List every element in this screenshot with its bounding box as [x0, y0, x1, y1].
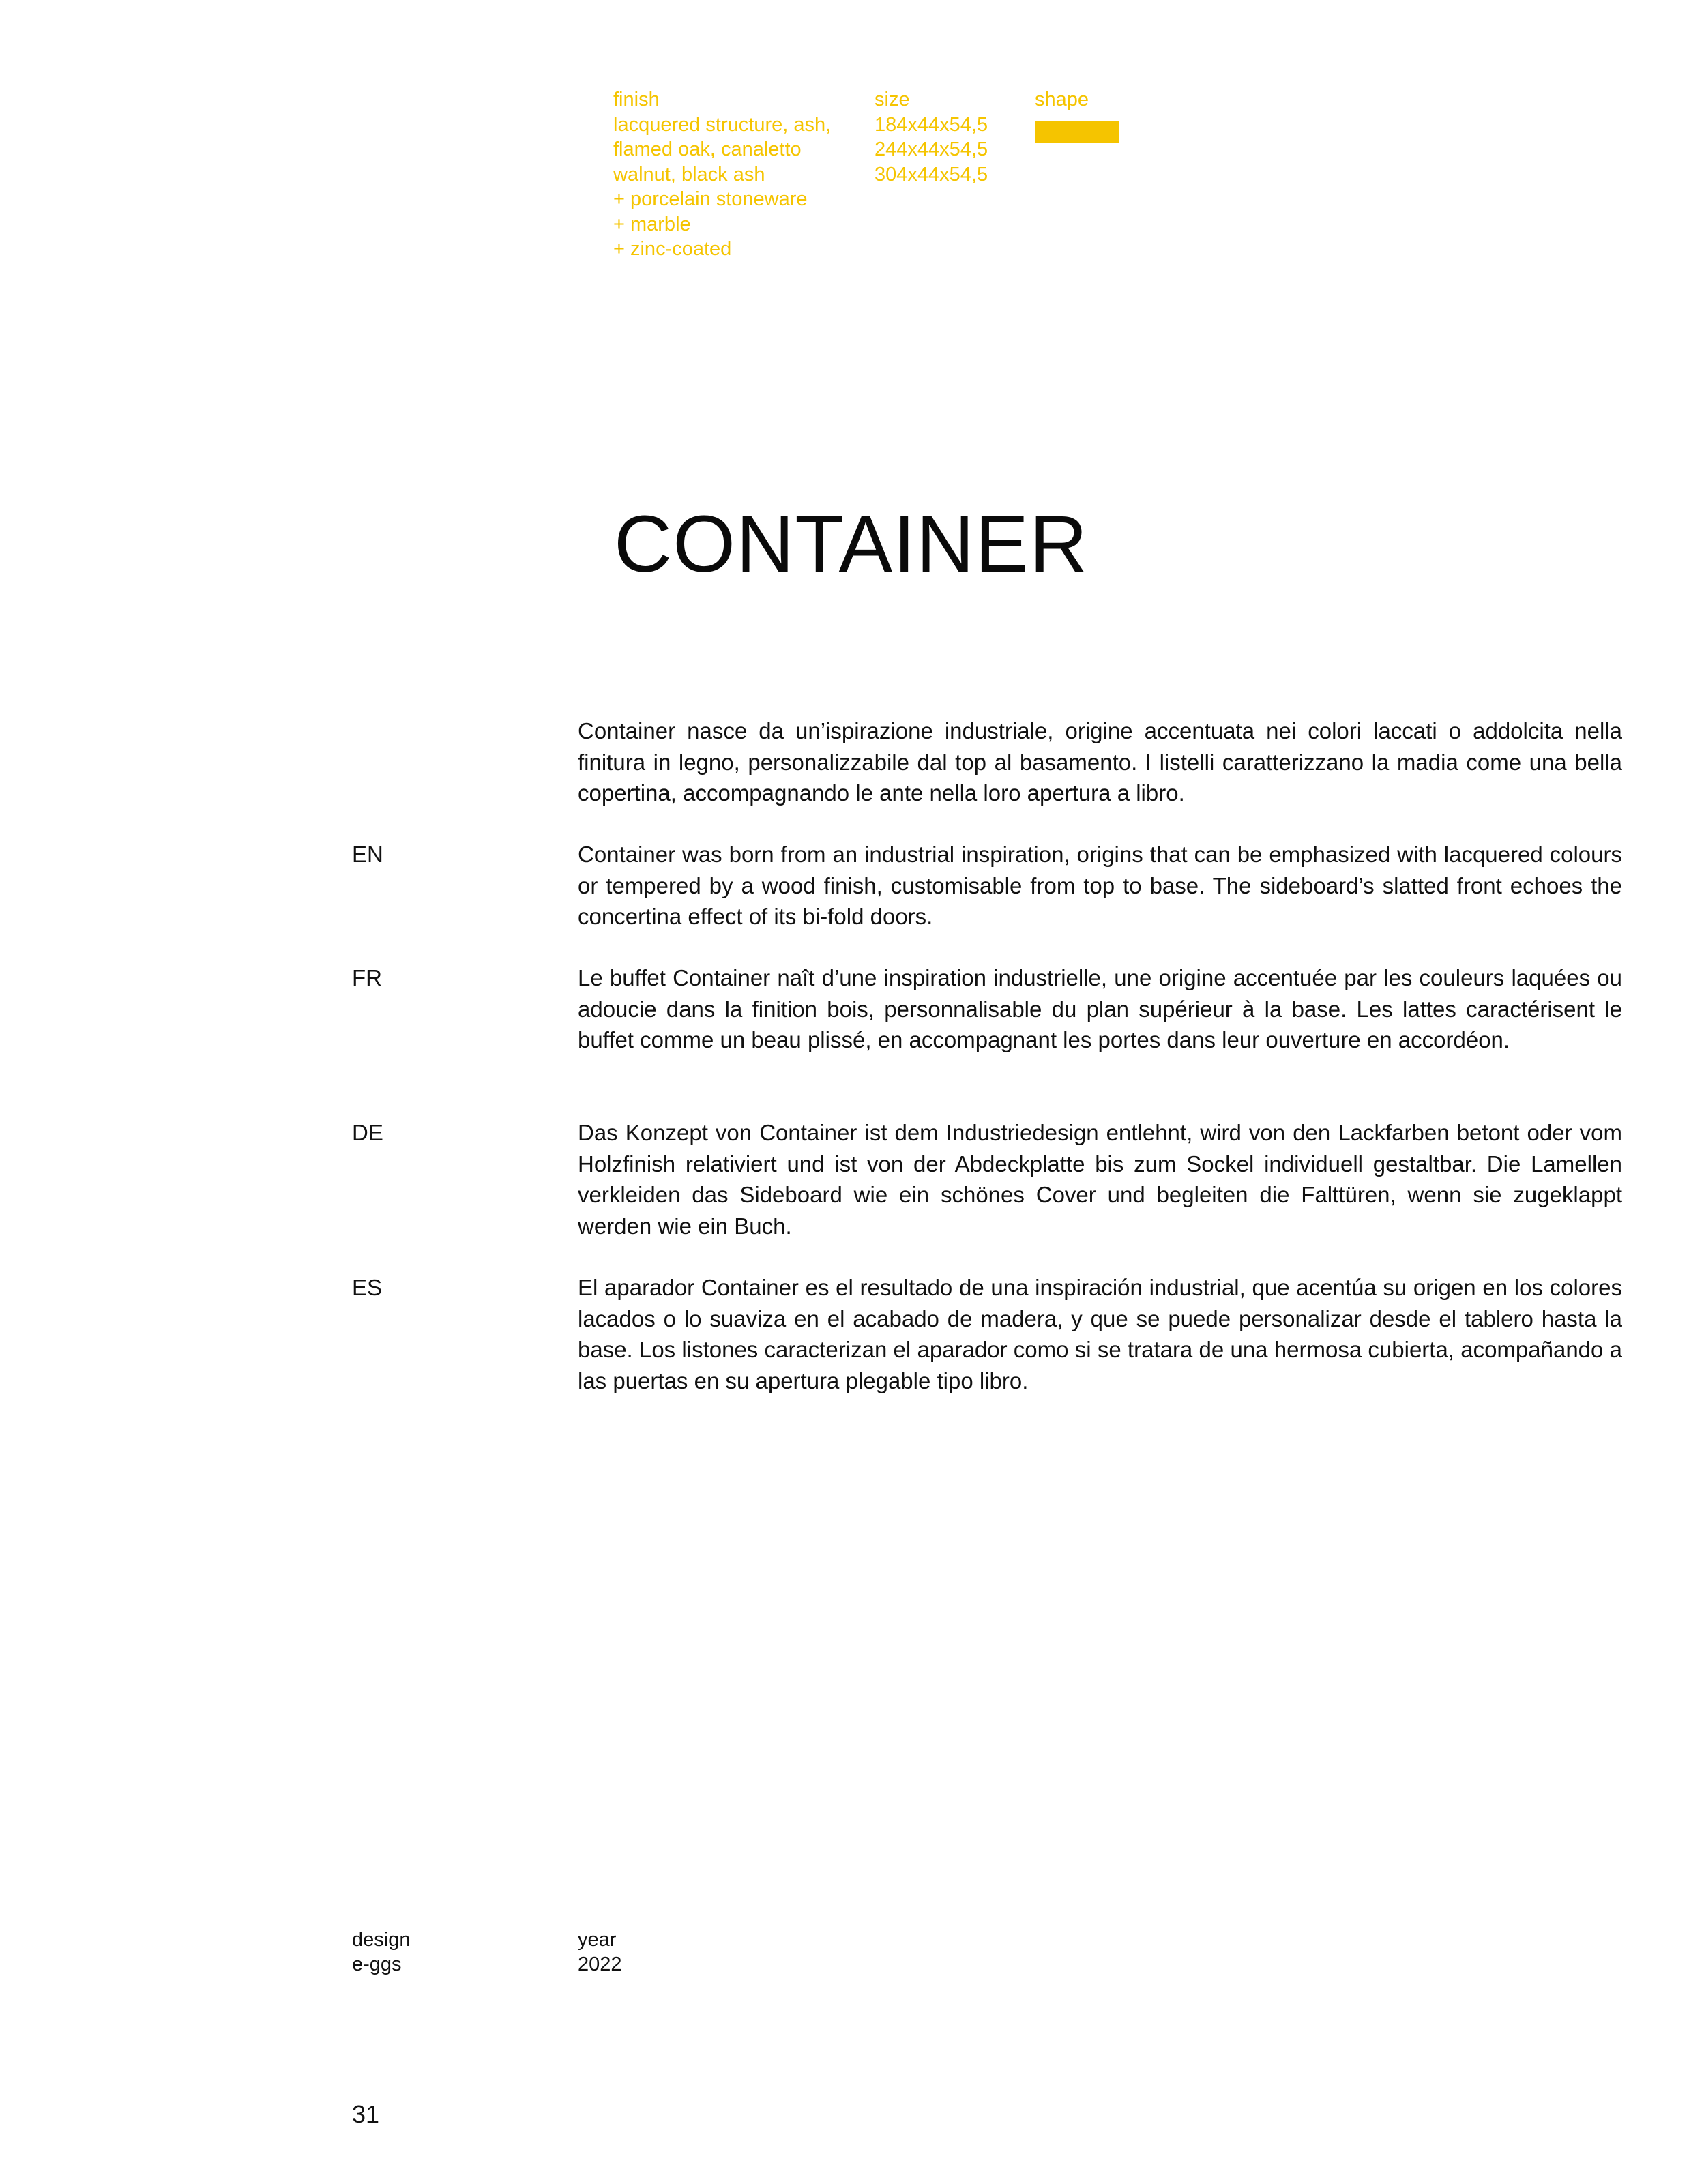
- page-number: 31: [352, 2100, 380, 2128]
- finish-line: + zinc-coated: [613, 238, 732, 260]
- language-code: FR: [352, 965, 382, 990]
- finish-spec: [613, 87, 859, 262]
- design-value: e-ggs: [352, 1953, 402, 1975]
- design-label: design: [352, 1929, 411, 1951]
- description-it: [352, 715, 1622, 811]
- finish-line: walnut, black ash: [613, 163, 765, 186]
- description-text: Container was born from an industrial inspiration, origins that can be emphasized with lacquered colours or tempered by a wood finish, customisable from top to base. The sideboard’s slatted front echoes the concertina effect of its bi-fold doors.: [578, 842, 1622, 929]
- year-label: year: [578, 1929, 617, 1951]
- year-credit: [578, 1928, 622, 1977]
- description-text: Container nasce da un’ispirazione industriale, origine accentuata nei colori laccati o addolcita nella finitura in legno, personalizzabile dal top al basamento. I listelli caratterizzano la madia come una bella copertina, accompagnando le ante nella loro apertura a libro.: [578, 718, 1622, 806]
- finish-label: finish: [613, 89, 660, 110]
- description-text: Das Konzept von Container ist dem Industriedesign entlehnt, wird von den Lackfarben betont oder vom Holzfinish relativiert und ist von der Abdeckplatte bis zum Sockel individuell gestaltbar. Die Lamellen verkleiden das Sideboard wie ein schönes Cover und begleiten die Falttüren, wenn sie zugeklappt werden wie ein Buch.: [578, 1120, 1622, 1239]
- description-es: [352, 1272, 1622, 1398]
- language-code: EN: [352, 842, 383, 867]
- description-fr: [352, 962, 1622, 1089]
- description-en: [352, 839, 1622, 934]
- design-credit: [352, 1928, 410, 1977]
- finish-line: + porcelain stoneware: [613, 188, 808, 210]
- size-value: 304x44x54,5: [875, 163, 988, 186]
- year-value: 2022: [578, 1953, 622, 1975]
- size-value: 244x44x54,5: [875, 138, 988, 160]
- description-text: Le buffet Container naît d’une inspiration industrielle, une origine accentuée par les couleurs laquées ou adoucie dans la finition bois, personnalisable du plan supérieur à la base. Les lattes caractérisent le buffet comme un beau plissé, en accompagnant les portes dans leur ouverture en accordéon.: [578, 965, 1622, 1052]
- shape-spec: [1035, 87, 1171, 143]
- description-text: El aparador Container es el resultado de una inspiración industrial, que acentúa su origen en los colores lacados o lo suaviza en el acabado de madera, y que se puede personalizar desde el tablero hasta la base. Los listones caracterizan el aparador como si se tratara de una hermosa cubierta, acompañando a las puertas en su apertura plegable tipo libro.: [578, 1275, 1622, 1393]
- description-de: [352, 1117, 1622, 1243]
- size-value: 184x44x54,5: [875, 113, 988, 136]
- language-code: DE: [352, 1120, 383, 1145]
- size-spec: [875, 87, 1011, 187]
- language-code: ES: [352, 1275, 383, 1300]
- finish-line: + marble: [613, 213, 691, 235]
- shape-label: shape: [1035, 89, 1089, 110]
- finish-line: lacquered structure, ash,: [613, 113, 832, 136]
- rectangle-shape-icon: [1035, 121, 1119, 143]
- product-title: CONTAINER: [614, 499, 1089, 589]
- size-label: size: [875, 89, 910, 110]
- finish-line: flamed oak, canaletto: [613, 138, 802, 160]
